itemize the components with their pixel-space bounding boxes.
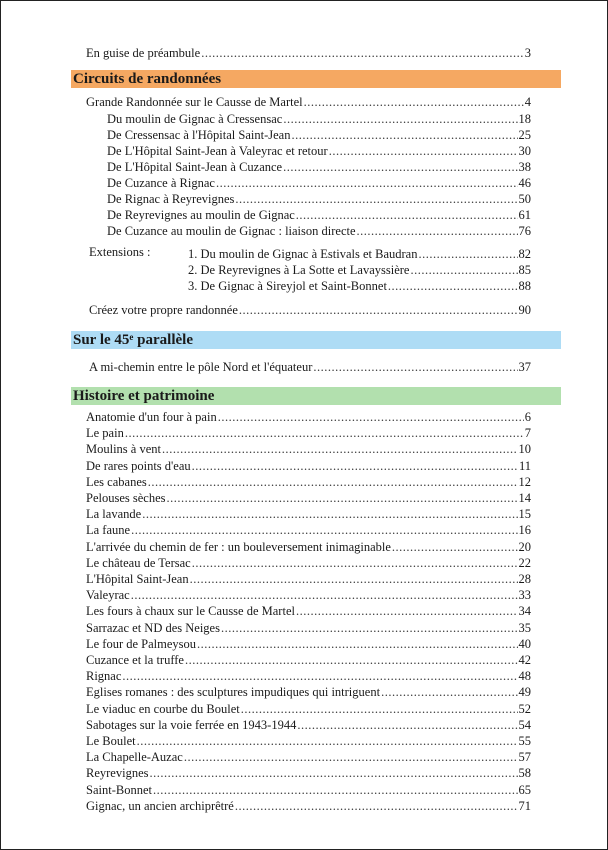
- toc-entry-page: 82: [518, 247, 531, 261]
- toc-entry-page: 33: [518, 588, 531, 603]
- section-title: Sur le 45: [73, 332, 130, 348]
- toc-entry-title: Les cabanes: [86, 474, 147, 489]
- toc-entry-heritage[interactable]: [86, 572, 531, 587]
- toc-entry-title: Grande Randonnée sur le Causse de Martel: [86, 95, 303, 109]
- dot-leader: [216, 176, 518, 191]
- toc-entry-title: Valeyrac: [86, 588, 130, 603]
- toc-entry-route[interactable]: [107, 224, 531, 239]
- toc-entry-heritage[interactable]: [86, 604, 531, 619]
- dot-leader: [304, 95, 524, 110]
- toc-entry-title: 1. Du moulin de Gignac à Estivals et Baudran: [188, 247, 418, 261]
- toc-entry-page: 55: [518, 734, 531, 748]
- toc-entry-page: 15: [518, 507, 531, 522]
- dot-leader: [296, 208, 518, 223]
- dot-leader: [239, 303, 518, 318]
- dot-leader: [218, 410, 524, 425]
- dot-leader: [297, 718, 517, 733]
- toc-entry-title: De Cressensac à l'Hôpital Saint-Jean: [107, 128, 291, 142]
- toc-entry-title: La lavande: [86, 507, 142, 522]
- toc-entry-page: 11: [518, 458, 531, 473]
- toc-entry-page: 76: [518, 224, 531, 238]
- toc-entry-page: 30: [518, 144, 531, 158]
- toc-entry-heritage[interactable]: [86, 556, 531, 571]
- section-title: Histoire et patrimoine: [73, 388, 215, 404]
- toc-entry-page: 16: [518, 523, 531, 538]
- toc-entry-page: 10: [518, 442, 531, 457]
- toc-entry-heritage[interactable]: [86, 410, 531, 425]
- dot-leader: [235, 192, 517, 207]
- dot-leader: [201, 46, 524, 61]
- toc-entry-heritage[interactable]: [86, 426, 531, 441]
- dot-leader: [192, 459, 518, 474]
- toc-entry-page: 48: [518, 669, 531, 684]
- dot-leader: [418, 247, 517, 262]
- toc-entry-page: 3: [524, 46, 531, 60]
- toc-entry-title: Créez votre propre randonnée: [89, 303, 238, 317]
- toc-entry-extension[interactable]: [188, 263, 531, 278]
- toc-entry-page: 18: [518, 112, 531, 126]
- toc-entry-title: Sabotages sur la voie ferrée en 1943-1944: [86, 717, 297, 732]
- toc-entry-title: La Chapelle-Auzac: [86, 750, 183, 765]
- toc-entry-heritage[interactable]: [86, 734, 531, 749]
- toc-entry-page: 57: [518, 750, 531, 765]
- toc-entry-title: En guise de préambule: [86, 46, 201, 60]
- toc-entry-page: 71: [518, 798, 531, 813]
- dot-leader: [392, 540, 518, 555]
- toc-entry-title: Le viaduc en courbe du Boulet: [86, 701, 240, 716]
- toc-entry-page: 12: [518, 474, 531, 489]
- section-header-parallel: [71, 331, 561, 349]
- toc-entry-page: 20: [518, 539, 531, 554]
- dot-leader: [410, 263, 517, 278]
- toc-entry-title: Moulins à vent: [86, 442, 161, 457]
- toc-entry-page: 7: [524, 426, 531, 441]
- toc-entry-page: 54: [518, 717, 531, 732]
- toc-entry-page: 46: [518, 176, 531, 190]
- toc-entry-page: 37: [518, 360, 531, 374]
- dot-leader: [388, 279, 518, 294]
- toc-entry-page: 88: [518, 279, 531, 293]
- toc-entry-route[interactable]: [107, 160, 531, 175]
- toc-entry-route[interactable]: [107, 208, 531, 223]
- dot-leader: [283, 112, 517, 127]
- dot-leader: [137, 734, 518, 749]
- toc-entry-page: 35: [518, 620, 531, 635]
- dot-leader: [142, 507, 517, 522]
- toc-entry-title: L'Hôpital Saint-Jean: [86, 572, 189, 586]
- toc-entry-title: 3. De Gignac à Sireyjol et Saint-Bonnet: [188, 279, 387, 293]
- toc-entry-title: Le pain: [86, 426, 124, 441]
- dot-leader: [283, 160, 517, 175]
- toc-entry-heritage[interactable]: [86, 637, 531, 652]
- dot-leader: [357, 224, 518, 239]
- toc-entry-title: A mi-chemin entre le pôle Nord et l'équateur: [89, 360, 313, 374]
- toc-entry-heritage[interactable]: [86, 766, 531, 781]
- extensions-label: Extensions :: [89, 245, 151, 259]
- toc-entry-heritage[interactable]: [86, 783, 531, 798]
- toc-entry-page: 85: [518, 263, 531, 277]
- toc-entry-title: 2. De Reyrevignes à La Sotte et Lavayssière: [188, 263, 410, 277]
- dot-leader: [122, 669, 517, 684]
- dot-leader: [149, 766, 517, 781]
- section-header-circuits: [71, 70, 561, 88]
- dot-leader: [381, 685, 517, 700]
- toc-entry-title: Les fours à chaux sur le Causse de Martel: [86, 604, 295, 619]
- dot-leader: [185, 653, 518, 668]
- toc-entry-page: 65: [518, 782, 531, 797]
- dot-leader: [221, 621, 518, 636]
- toc-entry-heritage[interactable]: [86, 669, 531, 684]
- toc-entry-heritage[interactable]: [86, 507, 531, 522]
- toc-entry-title: Sarrazac et ND des Neiges: [86, 620, 220, 635]
- section-title-end: parallèle: [133, 332, 193, 348]
- toc-entry-route[interactable]: [107, 192, 531, 207]
- toc-entry-title: Cuzance et la truffe: [86, 653, 184, 667]
- toc-entry-heritage[interactable]: [86, 685, 531, 700]
- toc-entry-heritage[interactable]: [86, 799, 531, 814]
- toc-entry-create-route[interactable]: [89, 303, 531, 318]
- toc-entry-heritage[interactable]: [86, 475, 531, 490]
- toc-entry-heritage[interactable]: [86, 523, 531, 538]
- toc-entry-route[interactable]: [107, 128, 531, 143]
- toc-entry-title: De rares points d'eau: [86, 458, 191, 473]
- toc-entry-title: Reyrevignes: [86, 766, 149, 781]
- toc-entry-parallel[interactable]: [89, 360, 531, 375]
- toc-entry-heritage[interactable]: [86, 540, 531, 555]
- dot-leader: [162, 442, 518, 457]
- dot-leader: [235, 799, 518, 814]
- dot-leader: [313, 360, 517, 375]
- toc-entry-route[interactable]: [107, 176, 531, 191]
- dot-leader: [296, 604, 518, 619]
- toc-entry-page: 38: [518, 160, 531, 174]
- toc-entry-page: 14: [518, 491, 531, 505]
- dot-leader: [167, 491, 518, 506]
- toc-entry-title: Gignac, un ancien archiprêtré: [86, 798, 234, 813]
- toc-entry-title: Saint-Bonnet: [86, 782, 152, 797]
- toc-entry-page: 52: [518, 701, 531, 716]
- dot-leader: [329, 144, 518, 159]
- toc-entry-heritage[interactable]: [86, 459, 531, 474]
- toc-entry-heritage[interactable]: [86, 750, 531, 765]
- toc-entry-title: De Reyrevignes au moulin de Gignac: [107, 208, 295, 222]
- dot-leader: [153, 783, 518, 798]
- toc-entry-grande-randonnee[interactable]: [86, 95, 531, 110]
- toc-entry-preamble[interactable]: [86, 46, 531, 61]
- toc-entry-page: 50: [518, 192, 531, 206]
- toc-entry-extension[interactable]: [188, 247, 531, 262]
- toc-entry-title: Eglises romanes : des sculptures impudiques qui intriguent: [86, 685, 381, 700]
- section-header-heritage: [71, 387, 561, 405]
- dot-leader: [125, 426, 524, 441]
- toc-entry-page: 4: [524, 95, 531, 109]
- dot-leader: [190, 572, 518, 587]
- dot-leader: [131, 588, 518, 603]
- dot-leader: [197, 637, 517, 652]
- toc-entry-route[interactable]: [107, 112, 531, 127]
- dot-leader: [291, 128, 517, 143]
- toc-entry-page: 22: [518, 555, 531, 570]
- toc-entry-title: De Rignac à Reyrevignes: [107, 192, 235, 206]
- section-title-superscript: e: [129, 332, 134, 342]
- toc-entry-route[interactable]: [107, 144, 531, 159]
- toc-entry-title: L'arrivée du chemin de fer : un bouleversement inimaginable: [86, 539, 391, 554]
- toc-entry-page: 28: [518, 572, 531, 586]
- toc-entry-page: 58: [518, 766, 531, 781]
- toc-entry-page: 34: [518, 604, 531, 619]
- toc-entry-extension[interactable]: [188, 279, 531, 294]
- toc-entry-title: Anatomie d'un four à pain: [86, 410, 217, 424]
- toc-entry-title: Le Boulet: [86, 734, 136, 748]
- toc-entry-title: Rignac: [86, 669, 122, 684]
- toc-entry-title: De L'Hôpital Saint-Jean à Valeyrac et retour: [107, 144, 328, 158]
- toc-entry-title: De Cuzance à Rignac: [107, 176, 215, 190]
- toc-entry-page: 49: [518, 685, 531, 700]
- toc-entry-page: 25: [518, 128, 531, 142]
- toc-entry-heritage[interactable]: [86, 442, 531, 457]
- toc-entry-page: 42: [518, 653, 531, 667]
- toc-entry-heritage[interactable]: [86, 621, 531, 636]
- toc-entry-heritage[interactable]: [86, 588, 531, 603]
- toc-entry-title: Du moulin de Gignac à Cressensac: [107, 112, 283, 126]
- toc-entry-page: 61: [518, 208, 531, 222]
- toc-entry-heritage[interactable]: [86, 491, 531, 506]
- section-title: Circuits de randonnées: [73, 71, 222, 87]
- toc-entry-heritage[interactable]: [86, 718, 531, 733]
- dot-leader: [131, 523, 517, 538]
- dot-leader: [241, 702, 518, 717]
- dot-leader: [192, 556, 518, 571]
- toc-entry-title: Le château de Tersac: [86, 555, 191, 570]
- toc-entry-heritage[interactable]: [86, 653, 531, 668]
- toc-entry-page: 90: [518, 303, 531, 317]
- dot-leader: [184, 750, 518, 765]
- toc-entry-heritage[interactable]: [86, 702, 531, 717]
- toc-entry-title: La faune: [86, 523, 131, 538]
- toc-entry-title: De L'Hôpital Saint-Jean à Cuzance: [107, 160, 283, 174]
- toc-entry-page: 6: [524, 410, 531, 424]
- toc-entry-title: Le four de Palmeysou: [86, 636, 197, 651]
- dot-leader: [148, 475, 518, 490]
- toc-entry-title: De Cuzance au moulin de Gignac : liaison directe: [107, 224, 356, 238]
- toc-entry-page: 40: [518, 636, 531, 651]
- toc-entry-title: Pelouses sèches: [86, 491, 166, 505]
